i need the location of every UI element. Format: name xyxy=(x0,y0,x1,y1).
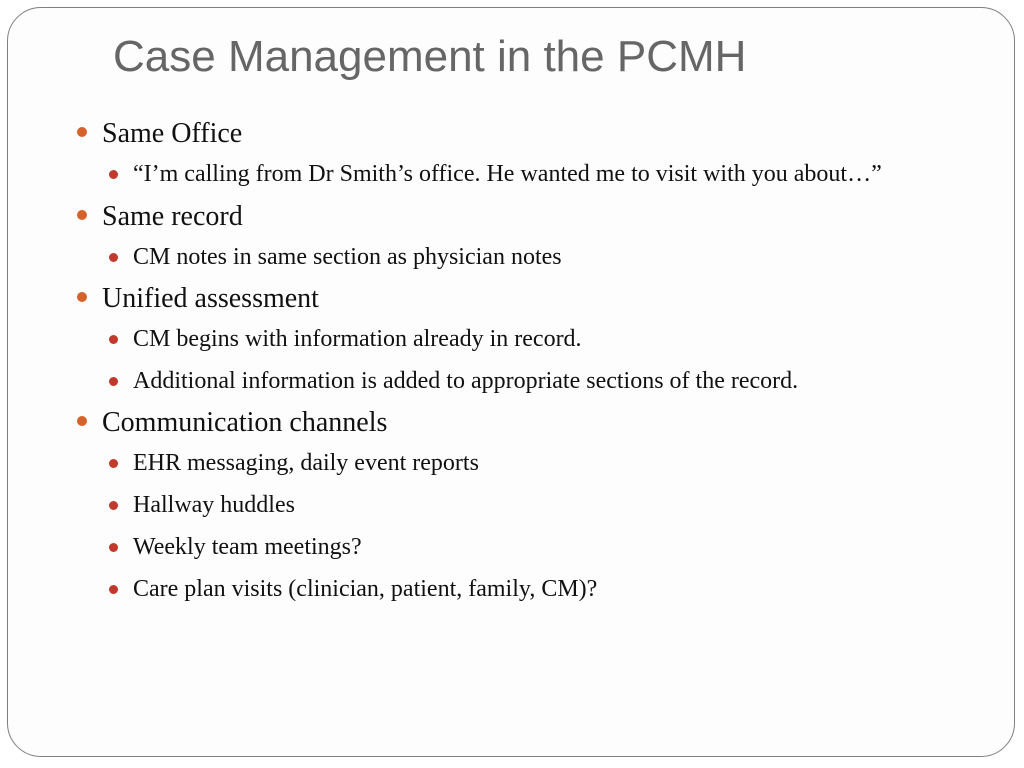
bullet-text: Same Office xyxy=(102,118,243,149)
sub-bullet xyxy=(133,571,933,607)
bullet-same-record xyxy=(75,199,925,235)
sub-bullet xyxy=(133,487,933,523)
sub-bullet-text: “I’m calling from Dr Smith’s office. He wanted me to visit with you about…” xyxy=(133,161,882,187)
bullet-dot-icon xyxy=(77,416,87,426)
bullet-unified-assessment xyxy=(75,281,925,317)
sub-bullet-dot-icon xyxy=(109,377,118,386)
sub-bullet-dot-icon xyxy=(109,459,118,468)
sub-bullet xyxy=(133,321,933,357)
sub-bullet-text: EHR messaging, daily event reports xyxy=(133,450,479,476)
sub-bullet-text: CM notes in same section as physician notes xyxy=(133,244,562,270)
sub-bullet-dot-icon xyxy=(109,543,118,552)
sub-bullet xyxy=(133,156,933,193)
sub-bullet xyxy=(133,445,933,481)
bullet-list xyxy=(75,116,925,613)
bullet-dot-icon xyxy=(77,292,87,302)
bullet-dot-icon xyxy=(77,210,87,220)
bullet-text: Unified assessment xyxy=(102,283,319,314)
sub-bullet-dot-icon xyxy=(109,170,118,179)
sub-bullet-dot-icon xyxy=(109,501,118,510)
sub-bullet-text: CM begins with information already in record. xyxy=(133,326,582,352)
slide-title: Case Management in the PCMH xyxy=(113,32,747,81)
bullet-dot-icon xyxy=(77,127,87,137)
sub-bullet xyxy=(133,363,933,399)
sub-bullet-text: Care plan visits (clinician, patient, family, CM)? xyxy=(133,576,598,602)
sub-bullet-dot-icon xyxy=(109,253,118,262)
sub-bullet xyxy=(133,529,933,565)
bullet-communication-channels xyxy=(75,405,925,441)
sub-bullet-text: Additional information is added to appropriate sections of the record. xyxy=(133,368,799,394)
sub-bullet-text: Weekly team meetings? xyxy=(133,534,362,560)
bullet-same-office xyxy=(75,116,925,152)
bullet-text: Same record xyxy=(102,201,243,232)
sub-bullet-dot-icon xyxy=(109,335,118,344)
sub-bullet-dot-icon xyxy=(109,585,118,594)
bullet-text: Communication channels xyxy=(102,407,388,438)
sub-bullet-text: Hallway huddles xyxy=(133,492,295,518)
sub-bullet xyxy=(133,239,933,275)
